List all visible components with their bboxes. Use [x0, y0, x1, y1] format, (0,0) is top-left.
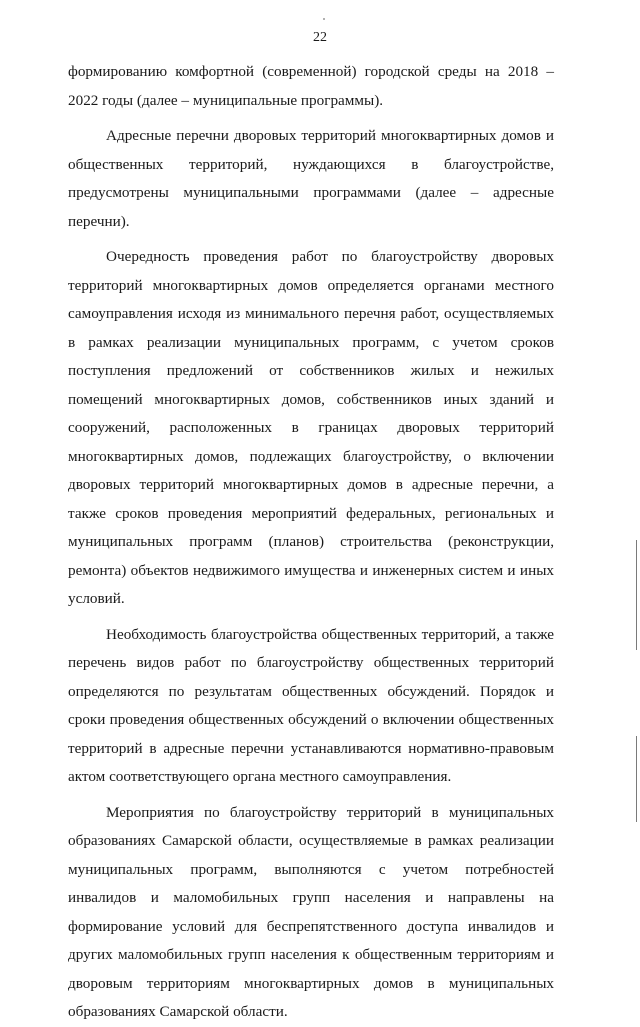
scan-edge-mark [636, 736, 637, 822]
scan-edge-mark [636, 540, 637, 650]
scan-artifact [323, 18, 325, 20]
document-body [68, 58, 554, 1027]
paragraph-public-discussions: Необходимость благоустройства общественных территорий, а также перечень видов работ по благоустройству общественных территорий определяются по результатам общественных обсуждений. Порядок и сроки проведения общественных обсуждений о включении общественных территорий в адресные перечни устанавливаются нормативно-правовым актом соответствующего органа местного самоуправления. [68, 625, 554, 785]
page-number: 22 [313, 30, 327, 45]
paragraph-continuation: формированию комфортной (современной) городской среды на 2018 – 2022 годы (далее – муниципальные программы). [68, 63, 554, 109]
paragraph-address-lists: Адресные перечни дворовых территорий многоквартирных домов и общественных территорий, нуждающихся в благоустройстве, предусмотрены муниципальными программами (далее – адресные перечни). [68, 127, 554, 230]
paragraph-accessibility: Мероприятия по благоустройству территорий в муниципальных образованиях Самарской области, осуществляемые в рамках реализации муниципальных программ, выполняются с учетом потребностей инвалидов и маломобильных групп населения и направлены на формирование условий для беспрепятственного доступа инвалидов и других маломобильных групп населения к общественным территориям и дворовым территориям многоквартирных домов в муниципальных образованиях Самарской области. [68, 803, 554, 1020]
paragraph-work-priority: Очередность проведения работ по благоустройству дворовых территорий многоквартирных домов определяется органами местного самоуправления исходя из минимального перечня работ, осуществляемых в рамках реализации муниципальных программ, с учетом сроков поступления предложений от собственников жилых и нежилых помещений многоквартирных домов, собственников иных зданий и сооружений, расположенных в границах дворовых территорий многоквартирных домов, подлежащих благоустройству, о включении дворовых территорий многоквартирных домов в адресные перечни, а также сроков проведения мероприятий федеральных, региональных и муниципальных программ (планов) строительства (реконструкции, ремонта) объектов недвижимого имущества и инженерных систем и иных условий. [68, 248, 554, 607]
